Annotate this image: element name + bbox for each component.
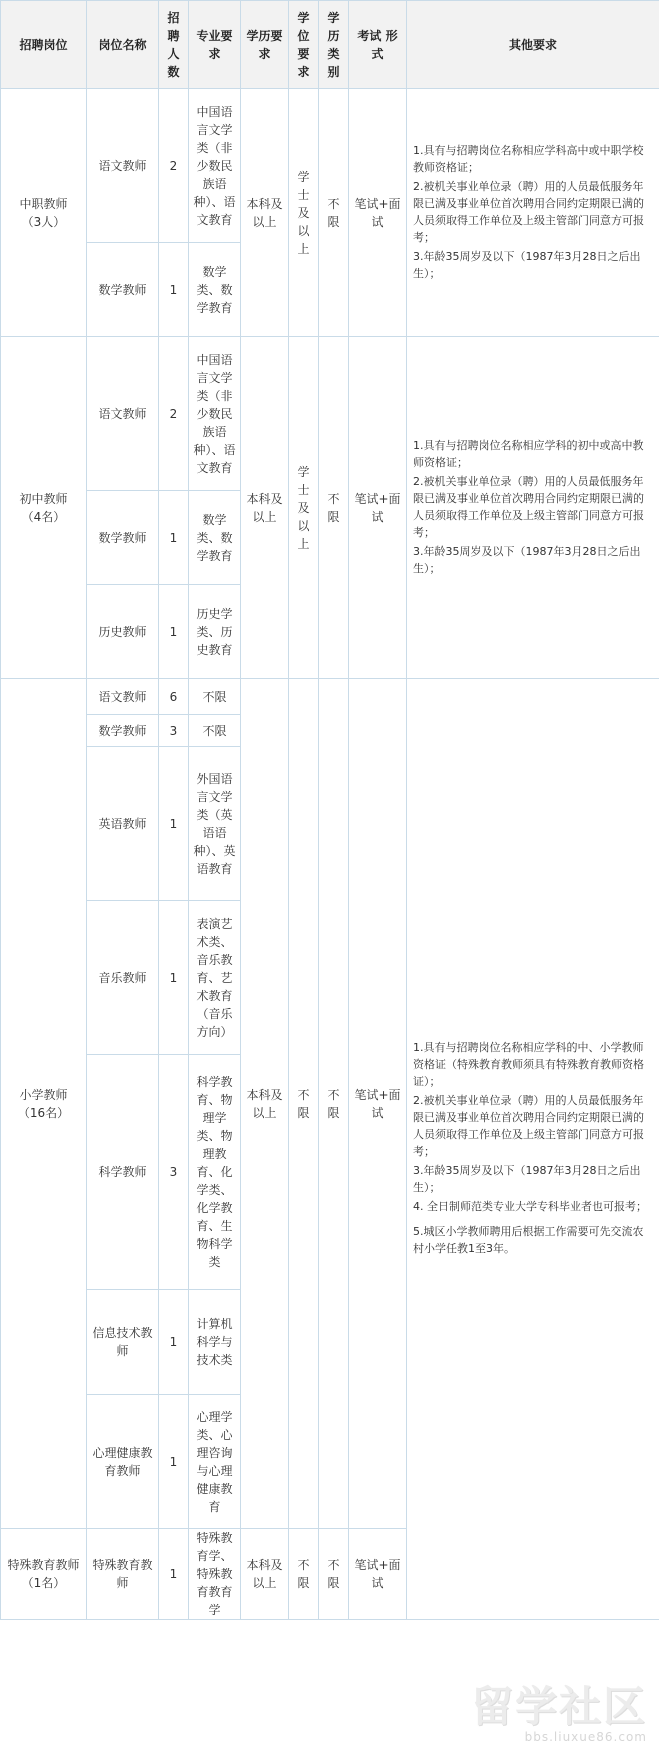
- position-name: 信息技术教师: [87, 1290, 159, 1395]
- position-major: 不限: [189, 715, 241, 747]
- table-row: [1, 679, 659, 715]
- post-cell: [1, 679, 87, 1529]
- exam-form: 笔试+面试: [349, 337, 407, 679]
- position-count: 1: [159, 585, 189, 679]
- post-label: 小学教师: [19, 1087, 68, 1102]
- position-count: 2: [159, 89, 189, 243]
- position-major: 数学类、数学教育: [189, 491, 241, 585]
- edu-requirement: 本科及以上: [241, 1529, 289, 1620]
- requirement-item: 4. 全日制师范类专业大学专科毕业者也可报考；: [413, 1200, 647, 1213]
- position-name: 历史教师: [87, 585, 159, 679]
- edu-requirement: 本科及以上: [241, 89, 289, 337]
- position-count: 3: [159, 1055, 189, 1290]
- position-major: 中国语言文学类（非少数民族语种）、语文教育: [189, 89, 241, 243]
- position-major: 心理学类、心理咨询与心理健康教育: [189, 1395, 241, 1529]
- post-cell: [1, 89, 87, 337]
- edu-type: 不限: [319, 337, 349, 679]
- position-count: 6: [159, 679, 189, 715]
- position-count: 3: [159, 715, 189, 747]
- requirement-item: 3.年龄35周岁及以下（1987年3月28日之后出生）；: [413, 249, 641, 280]
- position-major: 历史学类、历史教育: [189, 585, 241, 679]
- position-count: 1: [159, 1395, 189, 1529]
- position-name: 英语教师: [87, 747, 159, 901]
- post-count: （16名）: [17, 1105, 70, 1120]
- watermark-url: bbs.liuxue86.com: [524, 1730, 647, 1744]
- header-row: [1, 1, 659, 89]
- position-major: 外国语言文学类（英语语种）、英语教育: [189, 747, 241, 901]
- other-requirements: [407, 337, 659, 679]
- post-label: 特殊教育教师: [7, 1558, 80, 1572]
- table-row: [1, 337, 659, 491]
- other-requirements: [407, 679, 659, 1620]
- requirement-item: 2.被机关事业单位录（聘）用的人员最低服务年限已满及事业单位首次聘用合同约定期限已满的人员须取得工作单位及上级主管部门同意方可报考；: [413, 1094, 644, 1158]
- watermark: [471, 1684, 647, 1744]
- edu-type: 不限: [319, 679, 349, 1529]
- exam-form: 笔试+面试: [349, 89, 407, 337]
- position-major: 表演艺术类、音乐教育、艺术教育（音乐方向）: [189, 901, 241, 1055]
- header-edu-type: 学历类别: [319, 1, 349, 89]
- position-name: 心理健康教育教师: [87, 1395, 159, 1529]
- position-count: 1: [159, 491, 189, 585]
- position-name: 语文教师: [87, 89, 159, 243]
- position-name: 语文教师: [87, 679, 159, 715]
- requirement-item: 2.被机关事业单位录（聘）用的人员最低服务年限已满及事业单位首次聘用合同约定期限已满的人员须取得工作单位及上级主管部门同意方可报考；: [413, 179, 644, 244]
- exam-form: 笔试+面试: [349, 1529, 407, 1620]
- header-count: 招聘人数: [159, 1, 189, 89]
- degree-requirement: 不限: [289, 679, 319, 1529]
- requirement-item: 5.城区小学教师聘用后根据工作需要可先交流农村小学任教1至3年。: [413, 1225, 644, 1255]
- post-count: （4名）: [21, 509, 66, 524]
- position-name: 科学教师: [87, 1055, 159, 1290]
- position-count: 1: [159, 1529, 189, 1620]
- post-count: （1名）: [21, 1576, 66, 1590]
- requirement-item: 3.年龄35周岁及以下（1987年3月28日之后出生）；: [413, 544, 641, 575]
- other-requirements: [407, 89, 659, 337]
- degree-requirement: 不限: [289, 1529, 319, 1620]
- requirement-item: 1.具有与招聘岗位名称相应学科的初中或高中教师资格证；: [413, 438, 644, 469]
- position-count: 1: [159, 243, 189, 337]
- post-cell: [1, 1529, 87, 1620]
- header-exam: 考试 形式: [349, 1, 407, 89]
- table-row: [1, 89, 659, 243]
- position-name: 数学教师: [87, 491, 159, 585]
- edu-type: 不限: [319, 89, 349, 337]
- edu-requirement: 本科及以上: [241, 679, 289, 1529]
- position-count: 1: [159, 1290, 189, 1395]
- header-edu: 学历要求: [241, 1, 289, 89]
- degree-requirement: 学士及以上: [289, 89, 319, 337]
- post-label: 中职教师: [19, 196, 68, 211]
- requirement-item: 3.年龄35周岁及以下（1987年3月28日之后出生）；: [413, 1164, 641, 1194]
- position-major: 中国语言文学类（非少数民族语种）、语文教育: [189, 337, 241, 491]
- post-cell: [1, 337, 87, 679]
- header-degree: 学位要求: [289, 1, 319, 89]
- position-name: 数学教师: [87, 243, 159, 337]
- position-name: 特殊教育教师: [87, 1529, 159, 1620]
- position-major: 不限: [189, 679, 241, 715]
- header-other: 其他要求: [407, 1, 659, 89]
- requirement-item: 1.具有与招聘岗位名称相应学科高中或中职学校教师资格证；: [413, 143, 644, 174]
- requirement-item: 2.被机关事业单位录（聘）用的人员最低服务年限已满及事业单位首次聘用合同约定期限已满的人员须取得工作单位及上级主管部门同意方可报考；: [413, 474, 644, 539]
- position-name: 数学教师: [87, 715, 159, 747]
- edu-type: 不限: [319, 1529, 349, 1620]
- position-name: 语文教师: [87, 337, 159, 491]
- header-name: 岗位名称: [87, 1, 159, 89]
- requirement-item: 1.具有与招聘岗位名称相应学科的中、小学教师资格证（特殊教育教师须具有特殊教育教师资格证）；: [413, 1041, 644, 1088]
- degree-requirement: 学士及以上: [289, 337, 319, 679]
- position-major: 计算机科学与技术类: [189, 1290, 241, 1395]
- post-count: （3人）: [21, 214, 66, 229]
- header-post: 招聘岗位: [1, 1, 87, 89]
- position-count: 2: [159, 337, 189, 491]
- position-major: 数学类、数学教育: [189, 243, 241, 337]
- position-count: 1: [159, 747, 189, 901]
- exam-form: 笔试+面试: [349, 679, 407, 1529]
- post-label: 初中教师: [19, 491, 68, 506]
- header-major: 专业要求: [189, 1, 241, 89]
- position-major: 特殊教育学、特殊教育教育学: [189, 1529, 241, 1620]
- edu-requirement: 本科及以上: [241, 337, 289, 679]
- position-count: 1: [159, 901, 189, 1055]
- watermark-logo: 留学社区: [470, 1682, 647, 1731]
- position-major: 科学教育、物理学类、物理教育、化学类、化学教育、生物科学类: [189, 1055, 241, 1290]
- position-name: 音乐教师: [87, 901, 159, 1055]
